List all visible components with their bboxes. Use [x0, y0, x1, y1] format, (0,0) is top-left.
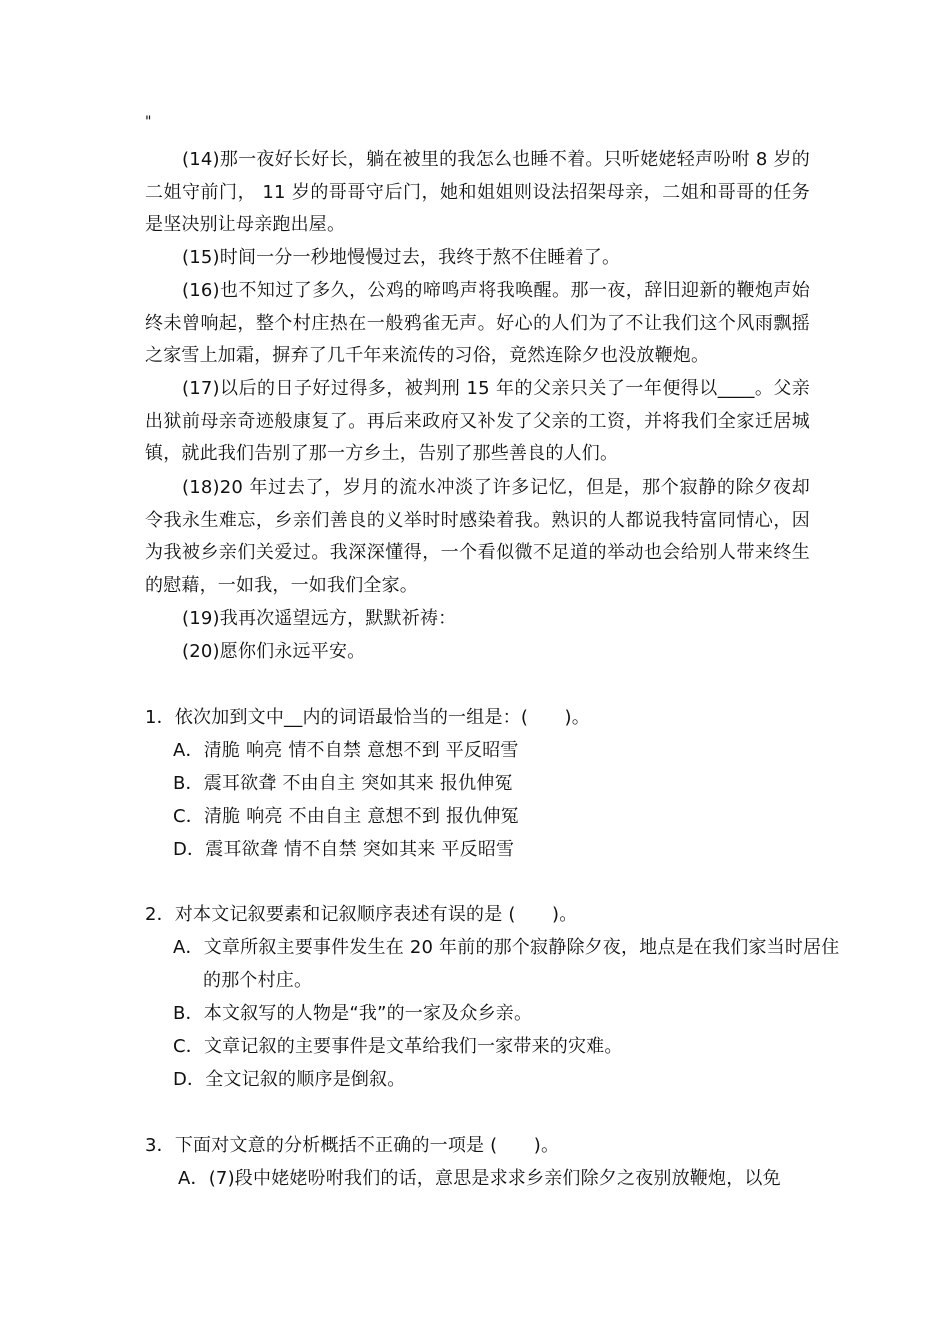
paragraph-19: (19)我再次遥望远方，默默祈祷：	[182, 608, 457, 629]
question-1-option-c: C．清脆 响亮 不由自主 意想不到 报仇伸冤	[173, 806, 519, 827]
question-2-option-b: B．本文叙写的人物是“我”的一家及众乡亲。	[173, 1003, 533, 1024]
paragraph-16: (16)也不知过了多久，公鸡的啼鸣声将我唤醒。那一夜，辞旧迎新的鞭炮声始终未曾响起，整个村庄热在一般鸦雀无声。好心的人们为了不让我们这个风雨飘摇之家雪上加霜，摒弃了几千年来流传的习俗，竟然连除夕也没放鞭炮。	[145, 280, 810, 366]
paragraph-17: (17)以后的日子好过得多，被判刑 15 年的父亲只关了一年便得以____。父亲出狱前母亲奇迹般康复了。再后来政府又补发了父亲的工资，并将我们全家迁居城镇，就此我们告别了那一方乡土，告别了那些善良的人们。	[145, 378, 810, 464]
paragraph-15: (15)时间一分一秒地慢慢过去，我终于熬不住睡着了。	[182, 247, 621, 268]
question-2-option-d: D．全文记叙的顺序是倒叙。	[173, 1069, 406, 1090]
question-3-option-a: A．(7)段中姥姥吩咐我们的话，意思是求求乡亲们除夕之夜别放鞭炮，以免	[178, 1168, 781, 1189]
paragraph-18: (18)20 年过去了，岁月的流水冲淡了许多记忆，但是，那个寂静的除夕夜却令我永生难忘，乡亲们善良的义举时时感染着我。熟识的人都说我特富同情心，因为我被乡亲们关爱过。我深深懂得，一个看似微不足道的举动也会给别人带来终生的慰藉，一如我，一如我们全家。	[145, 477, 810, 596]
question-1-option-a: A．清脆 响亮 情不自禁 意想不到 平反昭雪	[173, 740, 519, 761]
stray-quote-mark: "	[145, 114, 152, 130]
paragraph-14: (14)那一夜好长好长，躺在被里的我怎么也睡不着。只听姥姥轻声吩咐 8 岁的二姐守前门， 11 岁的哥哥守后门，她和姐姐则设法招架母亲，二姐和哥哥的任务是坚决别让母亲跑出屋。	[145, 149, 810, 235]
question-2-option-a: A．文章所叙主要事件发生在 20 年前的那个寂静除夕夜，地点是在我们家当时居住的那个村庄。	[173, 937, 840, 991]
question-2-option-c: C．文章记叙的主要事件是文革给我们一家带来的灾难。	[173, 1036, 623, 1057]
question-2-stem: 2．对本文记叙要素和记叙顺序表述有误的是 ( )。	[145, 904, 578, 925]
question-1-stem: 1．依次加到文中__内的词语最恰当的一组是：( )。	[145, 707, 590, 728]
question-1-option-d: D．震耳欲聋 情不自禁 突如其来 平反昭雪	[173, 839, 515, 860]
paragraph-20: (20)愿你们永远平安。	[182, 641, 366, 662]
question-3-stem: 3．下面对文意的分析概括不正确的一项是 ( )。	[145, 1135, 560, 1156]
question-1-option-b: B．震耳欲聋 不由自主 突如其来 报仇伸冤	[173, 773, 513, 794]
